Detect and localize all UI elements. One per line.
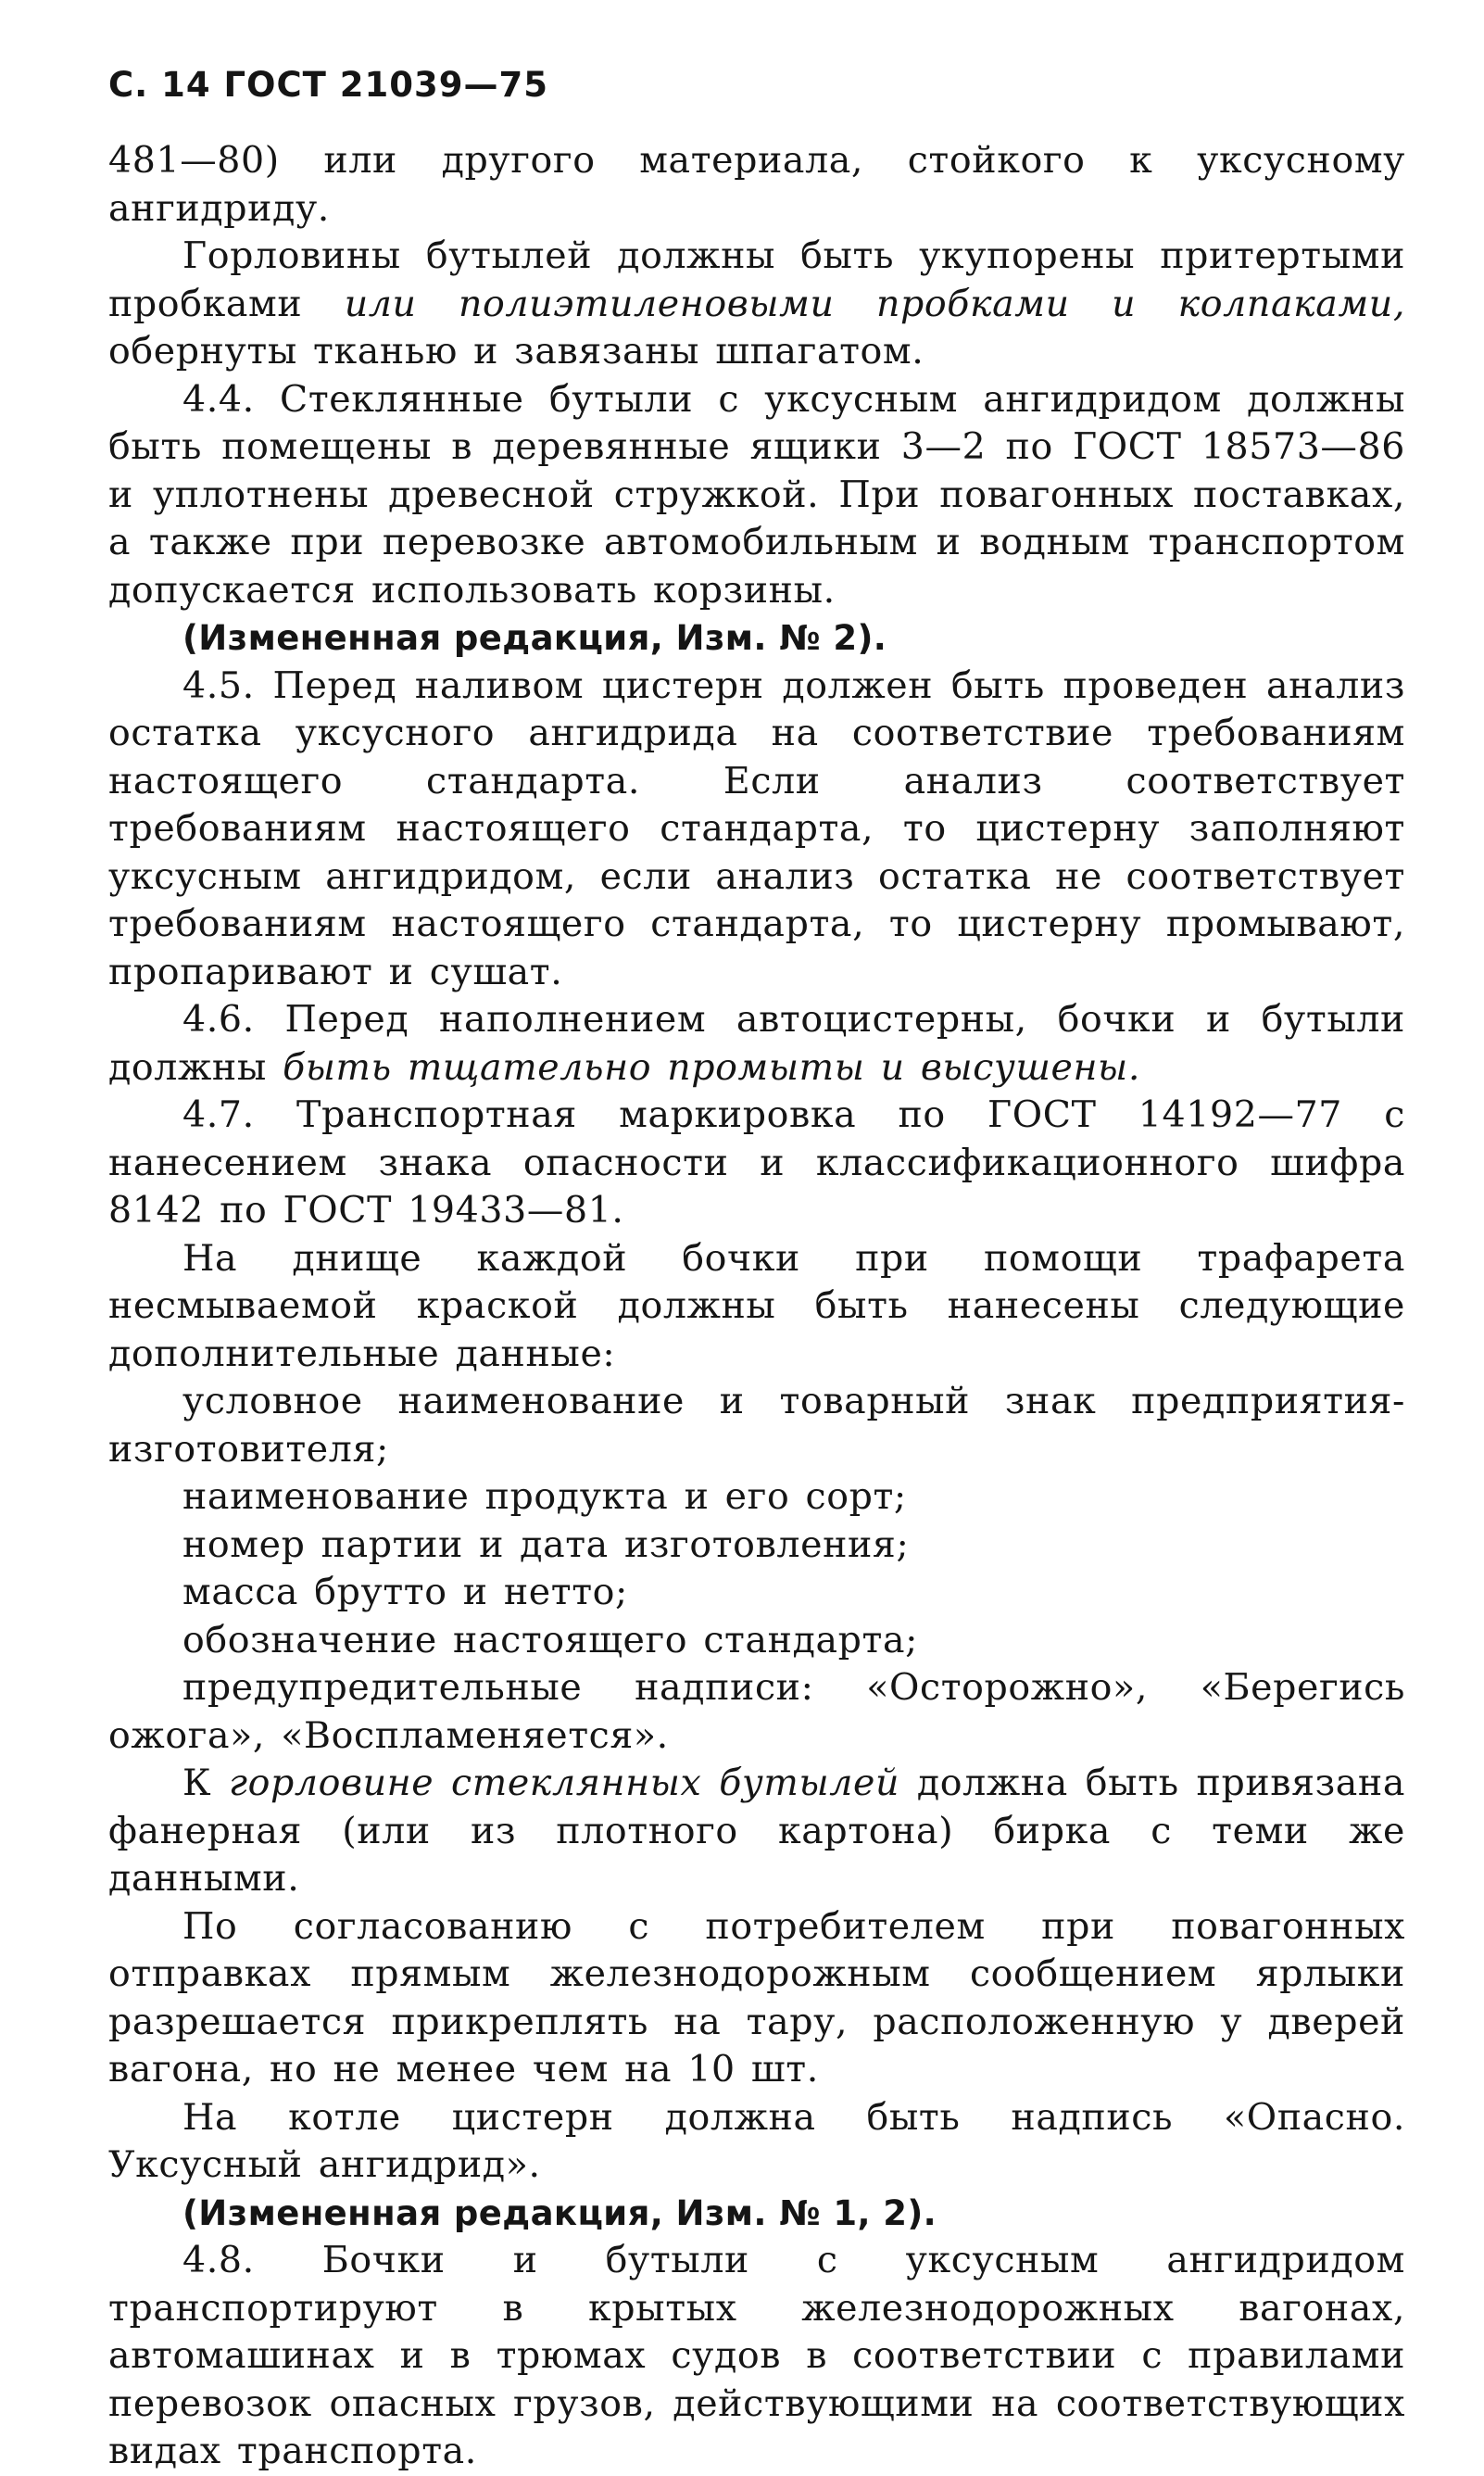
paragraph-neck-closure: [108, 233, 1405, 376]
text-run: должна быть привязана фанерная (или из плотного картона) бирка с теми же данными.: [108, 1762, 1406, 1900]
paragraph-labels: По согласованию с потребителем при повагонных отправках прямым железнодорожным сообщением ярлыки разрешается прикреплять на тару, расположенную у дверей вагона, но не менее чем на 10 шт.: [108, 1904, 1405, 2091]
page-header: С. 14 ГОСТ 21039—75: [108, 65, 548, 105]
italic-run: или полиэтиленовыми пробками и колпаками,: [344, 282, 1405, 325]
list-item: масса брутто и нетто;: [182, 1571, 628, 1613]
paragraph-tag: [108, 1760, 1405, 1903]
list-item: номер партии и дата изготовления;: [182, 1522, 910, 1566]
paragraph-4-5: 4.5. Перед наливом цистерн должен быть проведен анализ остатка уксусного ангидрида на соответствие требованиям настоящего стандарта. Если анализ соответствует требованиям настоящего стандарта, то цистерну заполняют уксусным ангидридом, если анализ остатка не соответствует требованиям настоящего стандарта, то цистерну промывают, пропаривают и сушат.: [108, 663, 1405, 993]
list-item: обозначение настоящего стандарта;: [182, 1618, 919, 1661]
text-run: обернуты тканью и завязаны шпагатом.: [108, 330, 924, 373]
paragraph-continuation: 481—80) или другого материала, стойкого к уксусному ангидриду.: [108, 139, 1405, 230]
italic-run: горловине стеклянных бутылей: [229, 1762, 900, 1804]
text-run: Горловины бутылей должны быть укупорены притертыми пробками: [108, 234, 1405, 325]
list-item: наименование продукта и его сорт;: [182, 1475, 907, 1518]
paragraph-4-8: 4.8. Бочки и бутыли с уксусным ангидридом транспортируют в крытых железнодорожных вагонах, автомашинах и в трюмах судов в соответствии с правилами перевозок опасных грузов, действующими на соответствующих видах транспорта.: [108, 2239, 1405, 2472]
paragraph-marking-intro: На днище каждой бочки при помощи трафарета несмываемой краской должны быть нанесены следующие дополнительные данные:: [108, 1236, 1405, 1375]
document-page: [108, 65, 1405, 2476]
paragraph-4-7: 4.7. Транспортная маркировка по ГОСТ 14192—77 с нанесением знака опасности и классификационного шифра 8142 по ГОСТ 19433—81.: [108, 1093, 1405, 1232]
text-run: К: [182, 1762, 230, 1804]
amendment-note: (Измененная редакция, Изм. № 2).: [182, 618, 887, 658]
italic-run: быть тщательно промыты и высушены.: [283, 1045, 1140, 1089]
text-run: 4.6. Перед наполнением автоцистерны, бочки и бутыли должны: [108, 998, 1405, 1089]
paragraph-4-4: 4.4. Стеклянные бутыли с уксусным ангидридом должны быть помещены в деревянные ящики 3—2 по ГОСТ 18573—86 и уплотнены древесной стружкой. При повагонных поставках, а также при перевозке автомобильным и водным транспортом допускается использовать корзины.: [108, 377, 1405, 612]
list-item: предупредительные надписи: «Осторожно», «Берегись ожога», «Воспламеняется».: [108, 1666, 1405, 1757]
paragraph-tank-inscription: На котле цистерн должна быть надпись «Опасно. Уксусный ангидрид».: [108, 2095, 1405, 2186]
list-item: условное наименование и товарный знак предприятия-изготовителя;: [108, 1380, 1405, 1471]
paragraph-4-6: [108, 996, 1405, 1092]
amendment-note: (Измененная редакция, Изм. № 1, 2).: [182, 2192, 937, 2233]
